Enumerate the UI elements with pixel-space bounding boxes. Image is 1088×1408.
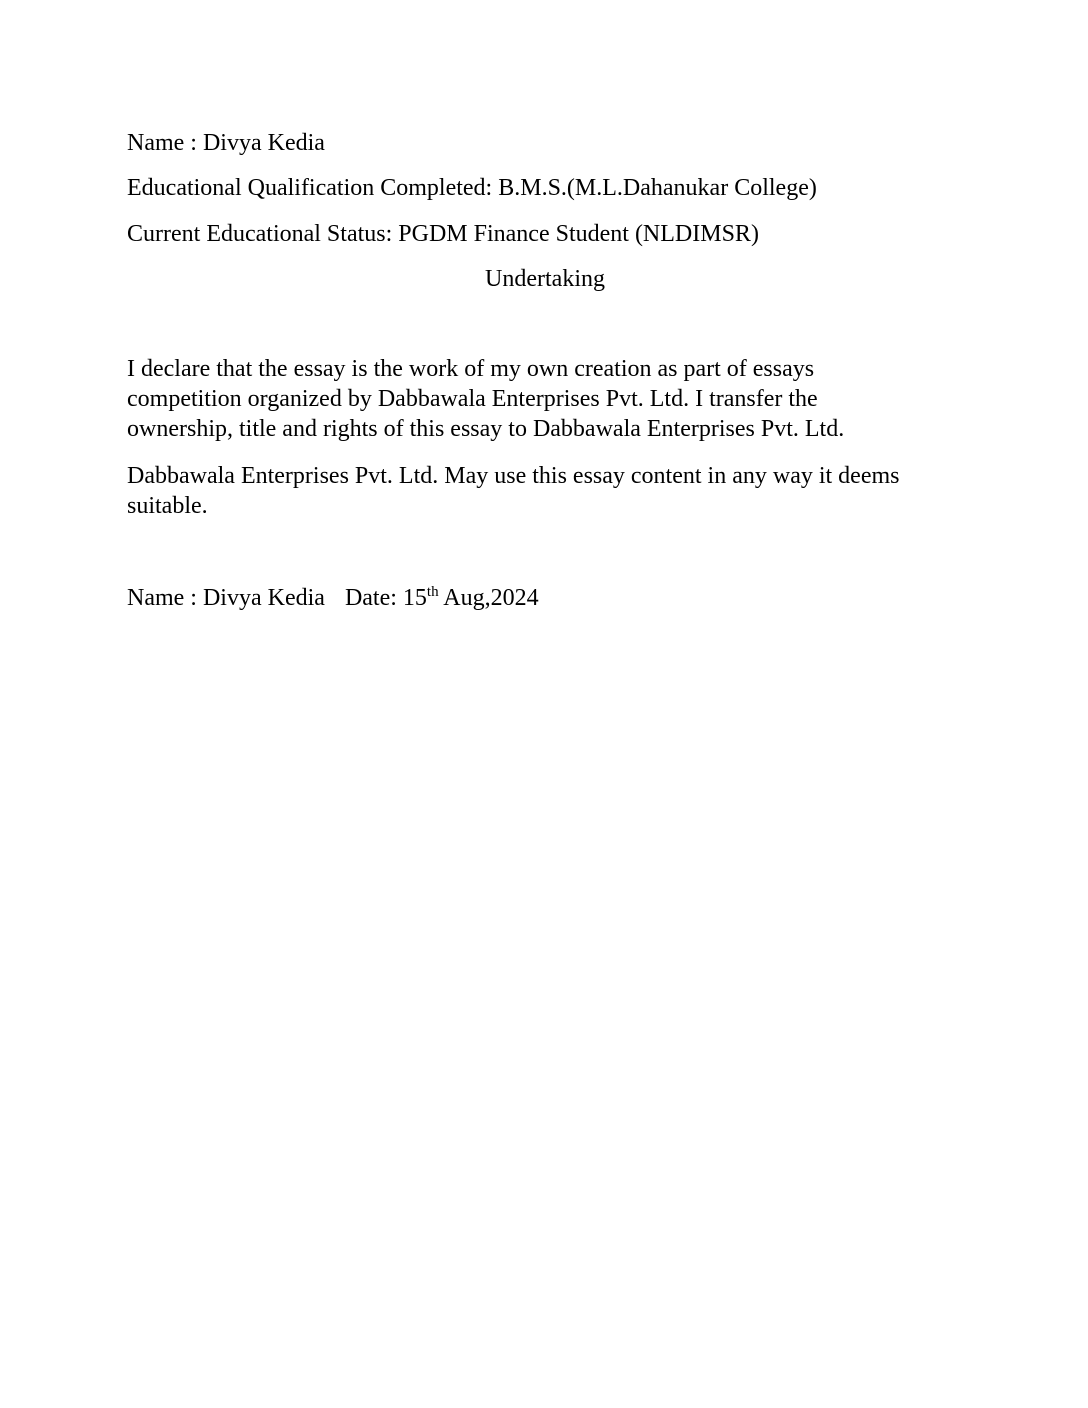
document-title [0,264,1088,294]
applicant-name: Name : Divya Kedia [127,130,325,156]
date-rest: Aug,2024 [438,585,539,611]
signature-name: Name : Divya Kedia [127,585,325,611]
signature-date [345,585,539,611]
date-label: Date: 15 [344,585,427,611]
declaration-line: ownership, title and rights of this essay to Dabbawala Enterprises Pvt. Ltd. [127,416,845,442]
declaration-paragraph-1 [127,354,947,444]
signature-line [127,583,539,613]
declaration-line: suitable. [127,493,208,519]
educational-status: Current Educational Status: PGDM Finance Student (NLDIMSR) [127,221,759,247]
educational-qualification: Educational Qualification Completed: B.M.S.(M.L.Dahanukar College) [127,175,817,201]
declaration-line: competition organized by Dabbawala Enterprises Pvt. Ltd. I transfer the [127,386,818,412]
document-title-text: Undertaking [485,266,605,292]
date-ordinal-suffix: th [426,584,439,600]
declaration-line: I declare that the essay is the work of my own creation as part of essays [127,356,815,382]
declaration-paragraph-2 [127,461,947,521]
declaration-line: Dabbawala Enterprises Pvt. Ltd. May use this essay content in any way it deems [127,463,900,489]
